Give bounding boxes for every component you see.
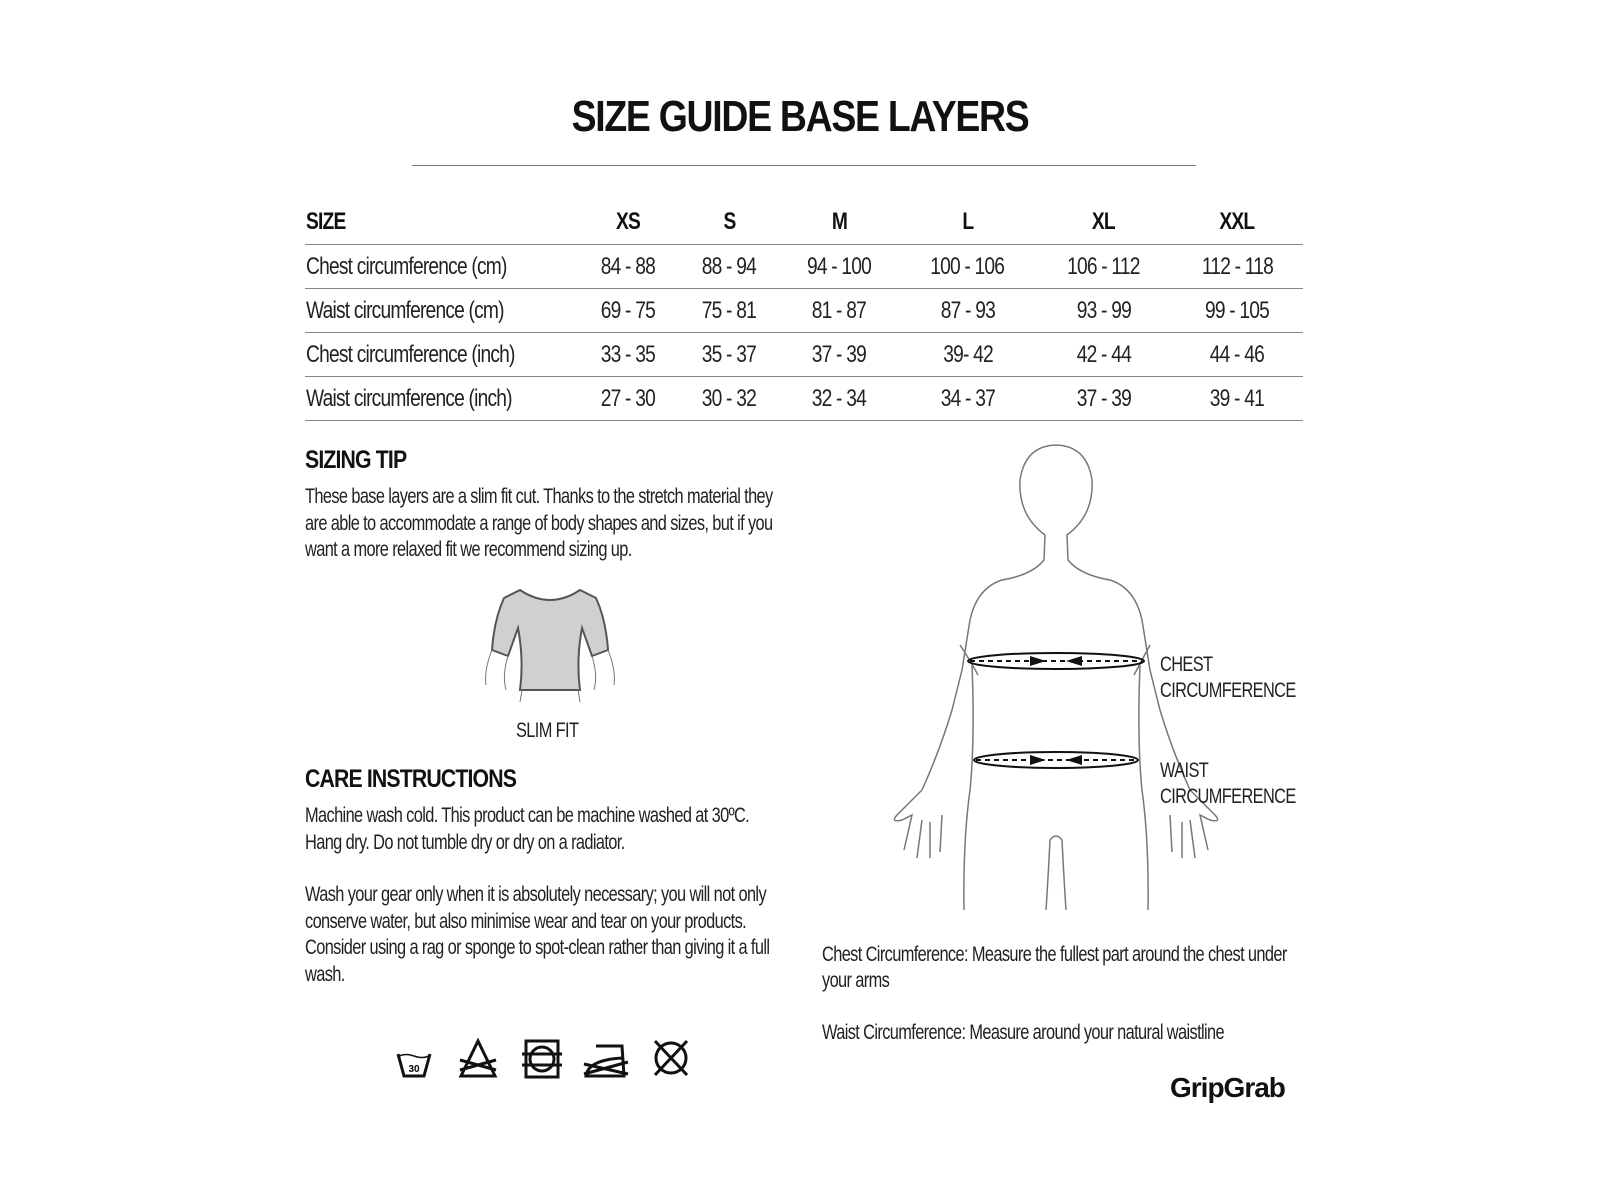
size-range-cell: 112 - 118 — [1171, 245, 1303, 289]
size-range-cell: 37 - 39 — [780, 333, 899, 377]
header-cell: XL — [1036, 200, 1171, 245]
size-range-cell: 35 - 37 — [678, 333, 779, 377]
no-dry-clean-icon — [650, 1036, 692, 1080]
size-range-cell: 99 - 105 — [1171, 289, 1303, 333]
svg-text:30: 30 — [408, 1064, 420, 1075]
table-row — [305, 333, 1303, 377]
size-range-cell: 84 - 88 — [577, 245, 678, 289]
table-header-row — [305, 200, 1303, 245]
size-range-cell: 37 - 39 — [1036, 377, 1171, 421]
header-cell: S — [678, 200, 779, 245]
no-bleach-icon — [458, 1038, 498, 1080]
header-cell: SIZE — [305, 200, 577, 245]
table-row — [305, 245, 1303, 289]
size-range-cell: 106 - 112 — [1036, 245, 1171, 289]
size-range-cell: 94 - 100 — [780, 245, 899, 289]
row-label: Waist circumference (inch) — [305, 377, 577, 421]
no-tumble-dry-icon — [520, 1038, 564, 1080]
sizing-tip-heading: SIZING TIP — [305, 446, 407, 474]
table-row — [305, 377, 1303, 421]
size-range-cell: 69 - 75 — [577, 289, 678, 333]
size-table — [305, 200, 1303, 421]
row-label: Chest circumference (inch) — [305, 333, 577, 377]
slim-fit-label: SLIM FIT — [516, 719, 579, 742]
header-cell: M — [780, 200, 899, 245]
brand-logo: GripGrab — [1170, 1072, 1285, 1103]
sizing-tip-text: These base layers are a slim fit cut. Thanks to the stretch material they are able to accommodate a range of body shapes and sizes, but if you want a more relaxed fit we recommend sizing up. — [305, 485, 773, 561]
size-range-cell: 42 - 44 — [1036, 333, 1171, 377]
size-range-cell: 39 - 41 — [1171, 377, 1303, 421]
row-label: Waist circumference (cm) — [305, 289, 577, 333]
care-text-2: Wash your gear only when it is absolutely necessary; you will not only conserve water, but also minimise wear and tear on your products. Consider using a rag or sponge to spot-clean rather than giving it a full wash. — [305, 883, 770, 986]
size-range-cell: 32 - 34 — [780, 377, 899, 421]
page-title: SIZE GUIDE BASE LAYERS — [571, 92, 1029, 141]
header-cell: XXL — [1171, 200, 1303, 245]
size-range-cell: 75 - 81 — [678, 289, 779, 333]
size-range-cell: 88 - 94 — [678, 245, 779, 289]
size-range-cell: 93 - 99 — [1036, 289, 1171, 333]
header-cell: L — [899, 200, 1036, 245]
size-range-cell: 100 - 106 — [899, 245, 1036, 289]
header-cell: XS — [577, 200, 678, 245]
no-iron-icon — [582, 1038, 630, 1080]
size-range-cell: 81 - 87 — [780, 289, 899, 333]
size-range-cell: 87 - 93 — [899, 289, 1036, 333]
size-range-cell: 39- 42 — [899, 333, 1036, 377]
waist-label: WAIST CIRCUMFERENCE — [1160, 759, 1296, 808]
table-row — [305, 289, 1303, 333]
chest-measure-note: Chest Circumference: Measure the fullest part around the chest under your arms — [822, 943, 1287, 992]
size-range-cell: 34 - 37 — [899, 377, 1036, 421]
row-label: Chest circumference (cm) — [305, 245, 577, 289]
size-range-cell: 27 - 30 — [577, 377, 678, 421]
wash-30-icon — [396, 1050, 432, 1080]
size-range-cell: 33 - 35 — [577, 333, 678, 377]
care-text-1: Machine wash cold. This product can be machine washed at 30ºC. Hang dry. Do not tumble dry or dry on a radiator. — [305, 804, 750, 854]
size-range-cell: 44 - 46 — [1171, 333, 1303, 377]
size-range-cell: 30 - 32 — [678, 377, 779, 421]
care-heading: CARE INSTRUCTIONS — [305, 765, 517, 793]
waist-measure-note: Waist Circumference: Measure around your natural waistline — [822, 1021, 1225, 1044]
chest-label: CHEST CIRCUMFERENCE — [1160, 653, 1296, 702]
slim-fit-shirt-icon — [480, 580, 620, 710]
title-divider — [412, 165, 1196, 166]
